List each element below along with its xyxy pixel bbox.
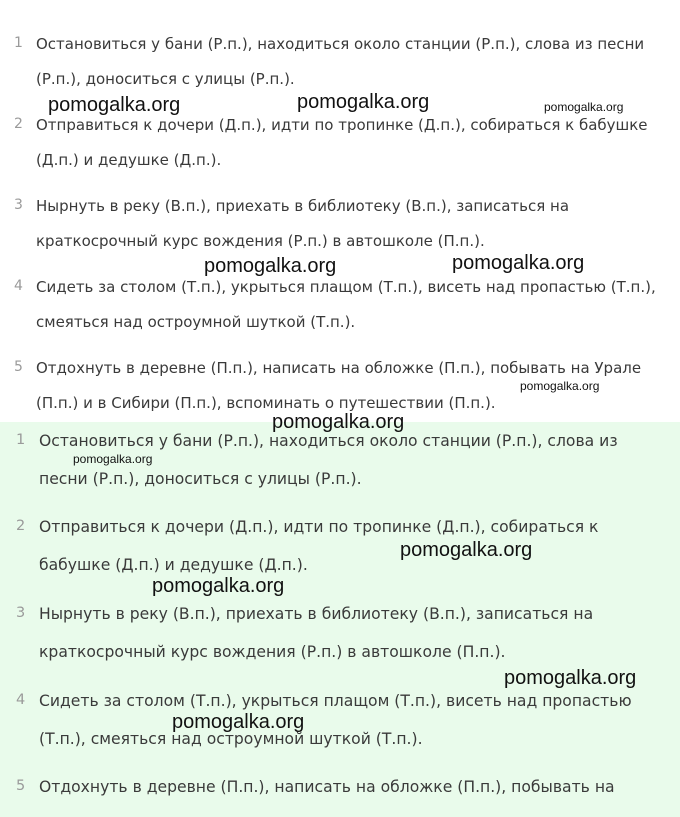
item-line: Сидеть за столом (Т.п.), укрыться плащом (Т.п.), висеть над пропастью (Т.п.),: [36, 278, 656, 296]
item-line: (Т.п.), смеяться над остроумной шуткой (Т.п.).: [39, 730, 423, 748]
item-line: песни (Р.п.), доноситься с улицы (Р.п.).: [39, 470, 362, 488]
item-line: Сидеть за столом (Т.п.), укрыться плащом (Т.п.), висеть над пропастью: [39, 692, 632, 710]
item-number: 3: [14, 197, 23, 213]
item-number: 5: [16, 778, 26, 794]
item-line: Отправиться к дочери (Д.п.), идти по тропинке (Д.п.), собираться к бабушке: [36, 116, 648, 134]
item-line: Отдохнуть в деревне (П.п.), написать на обложке (П.п.), побывать на Урале: [36, 359, 642, 377]
item-line: Нырнуть в реку (В.п.), приехать в библиотеку (В.п.), записаться на: [39, 605, 594, 623]
item-number: 2: [16, 518, 26, 534]
item-line: (Д.п.) и дедушке (Д.п.).: [36, 151, 222, 169]
item-number: 1: [16, 432, 26, 448]
item-number: 2: [14, 116, 23, 132]
watermark: pomogalka.org: [504, 667, 637, 689]
watermark: pomogalka.org: [152, 575, 285, 597]
item-number: 1: [14, 35, 23, 51]
item-number: 5: [14, 359, 23, 375]
item-line: краткосрочный курс вождения (Р.п.) в автошколе (П.п.).: [36, 232, 485, 250]
watermark: pomogalka.org: [204, 255, 337, 277]
item-line: Отдохнуть в деревне (П.п.), написать на обложке (П.п.), побывать на: [39, 778, 615, 796]
item-line: Отправиться к дочери (Д.п.), идти по тропинке (Д.п.), собираться к: [39, 518, 599, 536]
item-number: 3: [16, 605, 26, 621]
answer-list-bottom: [0, 422, 680, 817]
item-line: (Р.п.), доноситься с улицы (Р.п.).: [36, 70, 295, 88]
item-line: Нырнуть в реку (В.п.), приехать в библиотеку (В.п.), записаться на: [36, 197, 570, 215]
item-line: (П.п.) и в Сибири (П.п.), вспоминать о путешествии (П.п.).: [36, 394, 496, 412]
watermark: pomogalka.org: [520, 379, 600, 393]
item-line: Остановиться у бани (Р.п.), находиться около станции (Р.п.), слова из: [39, 432, 618, 450]
item-line: смеяться над остроумной шуткой (Т.п.).: [36, 313, 356, 331]
item-line: Остановиться у бани (Р.п.), находиться около станции (Р.п.), слова из песни: [36, 35, 645, 53]
item-number: 4: [14, 278, 23, 294]
watermark: pomogalka.org: [272, 411, 405, 433]
item-line: краткосрочный курс вождения (Р.п.) в автошколе (П.п.).: [39, 643, 506, 661]
item-line: бабушке (Д.п.) и дедушке (Д.п.).: [39, 556, 308, 574]
watermark: pomogalka.org: [73, 452, 153, 466]
watermark: pomogalka.org: [400, 539, 533, 561]
watermark: pomogalka.org: [48, 94, 181, 116]
watermark: pomogalka.org: [544, 100, 624, 114]
item-number: 4: [16, 692, 26, 708]
watermark: pomogalka.org: [452, 252, 585, 274]
watermark: pomogalka.org: [297, 91, 430, 113]
watermark: pomogalka.org: [172, 711, 305, 733]
